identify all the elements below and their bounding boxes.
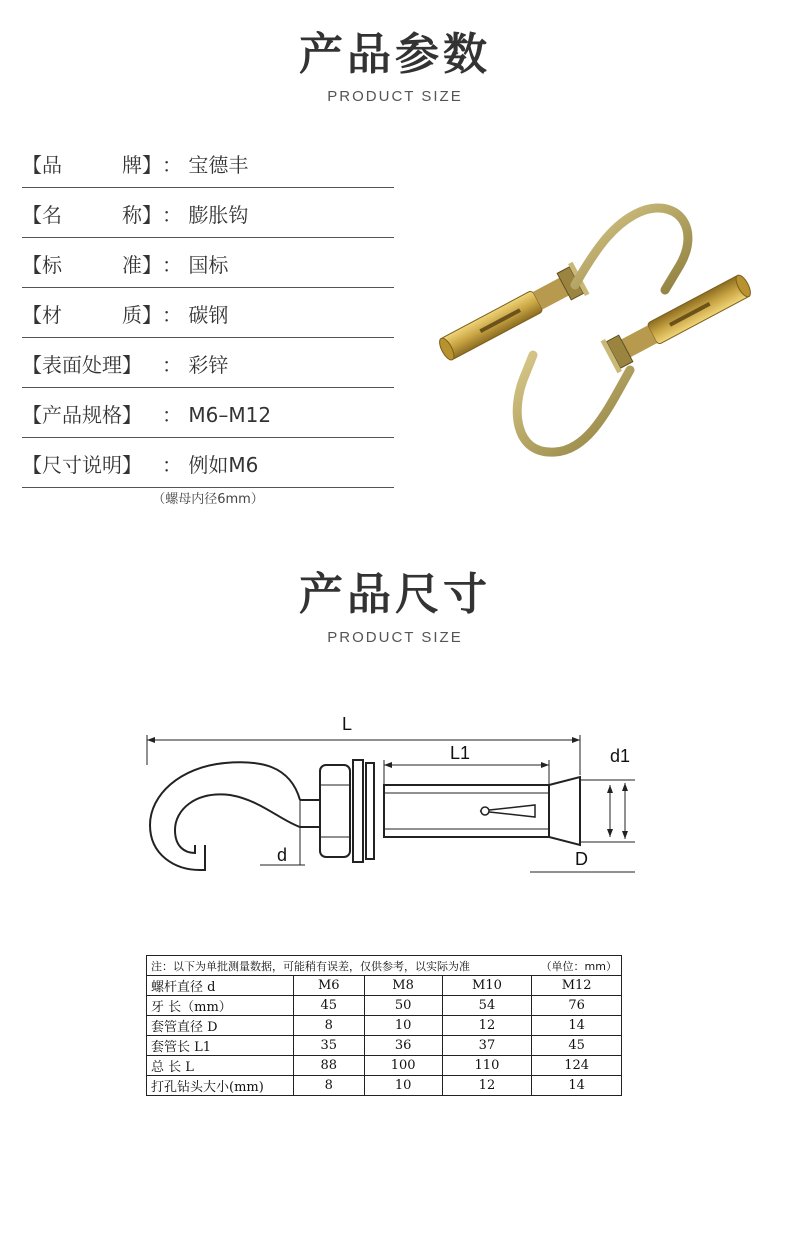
dimension-diagram <box>140 705 650 885</box>
dimension-table <box>146 955 622 1096</box>
spec-value: ： M6–M12 <box>162 403 272 427</box>
row-label: 套管直径 D <box>147 1016 294 1036</box>
label-D: D <box>575 849 588 869</box>
label-L1: L1 <box>450 743 471 763</box>
anchor-bottom <box>601 268 757 373</box>
spec-key: 【产品规格】 <box>22 403 142 427</box>
table-cell: 37 <box>442 1036 532 1056</box>
table-cell: 12 <box>442 1016 532 1036</box>
table-cell: 88 <box>294 1056 365 1076</box>
table-cell: 76 <box>532 996 622 1016</box>
spec-row-name <box>22 187 394 238</box>
spec-key: 【尺寸说明】 <box>22 453 142 477</box>
table-note: 注：以下为单批测量数据，可能稍有误差，仅供参考，以实际为准 （单位：mm） <box>147 956 622 976</box>
spec-value: ： 彩锌 <box>162 353 229 377</box>
spec-row-size-range <box>22 387 394 438</box>
row-label: 总 长 L <box>147 1056 294 1076</box>
section-subtitle-size: PRODUCT SIZE <box>327 629 463 646</box>
table-cell: 10 <box>364 1076 442 1096</box>
section-subtitle-params: PRODUCT SIZE <box>327 88 463 105</box>
spec-row-surface <box>22 337 394 388</box>
table-row <box>147 1016 622 1036</box>
table-cell: 100 <box>364 1056 442 1076</box>
table-header-row <box>147 976 622 996</box>
table-cell: 45 <box>532 1036 622 1056</box>
spec-value: ： 碳钢 <box>162 303 229 327</box>
label-L: L <box>342 714 353 734</box>
spec-key: 【名 称】 <box>22 203 162 227</box>
column-header: 螺杆直径 d <box>147 976 294 996</box>
table-row <box>147 996 622 1016</box>
column-header: M8 <box>364 976 442 996</box>
spec-row-size-note <box>22 437 394 488</box>
section-title-params: 产品参数 <box>299 29 491 80</box>
spec-key: 【标 准】 <box>22 253 162 277</box>
table-cell: 45 <box>294 996 365 1016</box>
table-note-row <box>147 956 622 976</box>
table-cell: 36 <box>364 1036 442 1056</box>
spec-value: ： 国标 <box>162 253 229 277</box>
table-cell: 35 <box>294 1036 365 1056</box>
label-d1: d1 <box>610 746 631 766</box>
column-header: M10 <box>442 976 532 996</box>
spec-value: ： 宝德丰 <box>162 153 249 177</box>
spec-key: 【品 牌】 <box>22 153 162 177</box>
table-row <box>147 1076 622 1096</box>
section-title-size: 产品尺寸 <box>299 569 491 620</box>
row-label: 套管长 L1 <box>147 1036 294 1056</box>
table-cell: 12 <box>442 1076 532 1096</box>
label-d: d <box>277 845 288 865</box>
row-label: 牙 长（mm） <box>147 996 294 1016</box>
spec-key: 【材 质】 <box>22 303 162 327</box>
hook-top <box>575 208 688 290</box>
table-cell: 54 <box>442 996 532 1016</box>
hook-bottom <box>517 355 630 452</box>
spec-value: ： 例如M6 <box>162 453 259 477</box>
spec-row-brand <box>22 137 394 188</box>
spec-key: 【表面处理】 <box>22 353 142 377</box>
table-row <box>147 1056 622 1076</box>
table-cell: 50 <box>364 996 442 1016</box>
row-label: 打孔钻头大小(mm) <box>147 1076 294 1096</box>
spec-row-standard <box>22 237 394 288</box>
spec-value: ： 膨胀钩 <box>162 203 249 227</box>
table-cell: 14 <box>532 1016 622 1036</box>
table-cell: 124 <box>532 1056 622 1076</box>
anchor-top <box>434 262 590 367</box>
table-cell: 14 <box>532 1076 622 1096</box>
table-cell: 8 <box>294 1076 365 1096</box>
spec-row-material <box>22 287 394 338</box>
spec-footnote: （螺母内径6mm） <box>152 492 264 507</box>
table-cell: 10 <box>364 1016 442 1036</box>
column-header: M12 <box>532 976 622 996</box>
table-cell: 110 <box>442 1056 532 1076</box>
table-row <box>147 1036 622 1056</box>
column-header: M6 <box>294 976 365 996</box>
product-photo <box>425 190 765 470</box>
table-cell: 8 <box>294 1016 365 1036</box>
